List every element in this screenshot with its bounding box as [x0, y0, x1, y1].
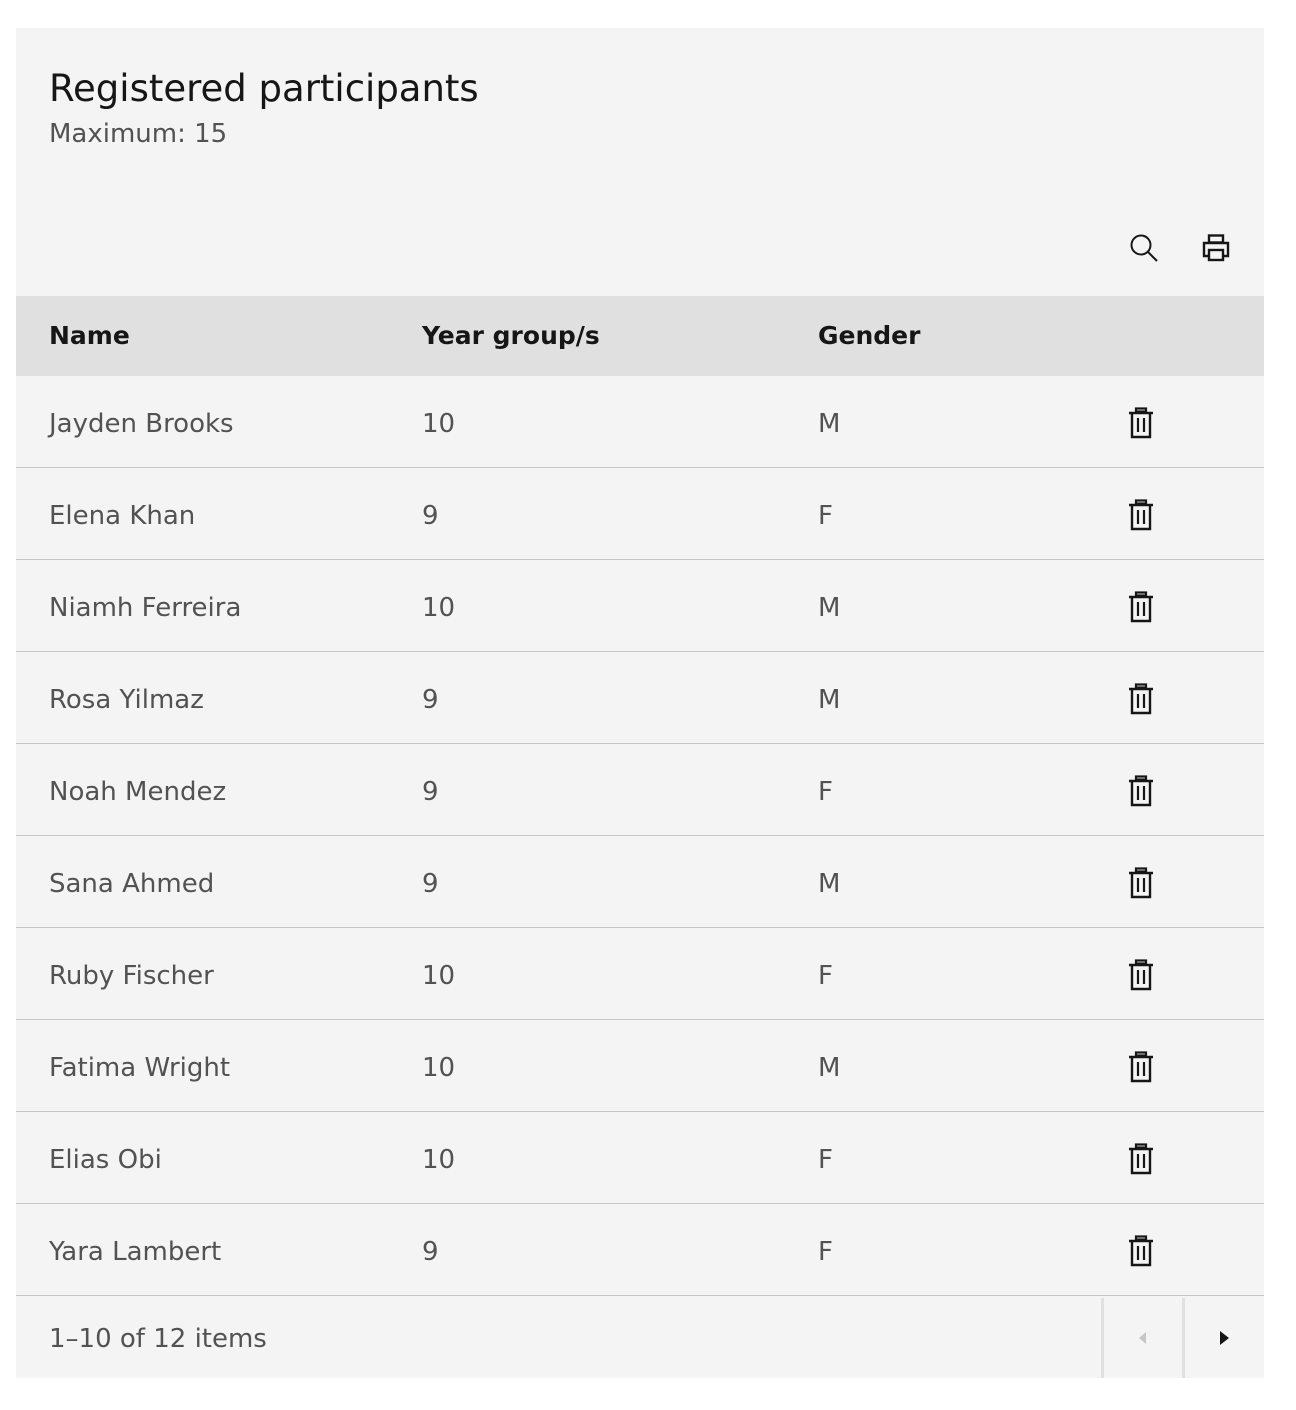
print-button[interactable] [1192, 224, 1240, 272]
cell-year-group: 9 [422, 501, 439, 531]
table-row [16, 744, 1264, 836]
participants-table [16, 296, 1264, 1296]
trash-can-icon [1127, 1235, 1155, 1267]
trash-can-icon [1127, 959, 1155, 991]
pagination-summary: 1–10 of 12 items [49, 1324, 267, 1354]
cell-year-group: 9 [422, 685, 439, 715]
printer-icon [1200, 232, 1232, 264]
table-body [16, 376, 1264, 1296]
trash-can-icon [1127, 1051, 1155, 1083]
trash-can-icon [1127, 683, 1155, 715]
next-page-button[interactable] [1182, 1298, 1262, 1378]
cell-year-group: 9 [422, 869, 439, 899]
cell-name: Elena Khan [49, 501, 196, 531]
trash-can-icon [1127, 407, 1155, 439]
table-row [16, 652, 1264, 744]
cell-gender: M [818, 1053, 841, 1083]
cell-gender: M [818, 685, 841, 715]
cell-year-group: 10 [422, 1145, 456, 1175]
delete-row-button[interactable] [1120, 400, 1162, 446]
page-title: Registered participants [49, 67, 479, 110]
cell-name: Fatima Wright [49, 1053, 231, 1083]
trash-can-icon [1127, 1143, 1155, 1175]
cell-gender: M [818, 409, 841, 439]
previous-page-button[interactable] [1101, 1298, 1181, 1378]
trash-can-icon [1127, 775, 1155, 807]
table-row [16, 836, 1264, 928]
delete-row-button[interactable] [1120, 768, 1162, 814]
cell-name: Yara Lambert [49, 1237, 222, 1267]
cell-name: Rosa Yilmaz [49, 685, 204, 715]
delete-row-button[interactable] [1120, 584, 1162, 630]
delete-row-button[interactable] [1120, 952, 1162, 998]
cell-gender: F [818, 1237, 833, 1267]
table-header-row [16, 296, 1264, 376]
cell-gender: M [818, 869, 841, 899]
trash-can-icon [1127, 591, 1155, 623]
cell-name: Ruby Fischer [49, 961, 214, 991]
table-row [16, 1112, 1264, 1204]
cell-year-group: 10 [422, 409, 456, 439]
table-row [16, 1020, 1264, 1112]
pagination-bar [16, 1298, 1264, 1378]
cell-year-group: 10 [422, 593, 456, 623]
search-button[interactable] [1120, 224, 1168, 272]
delete-row-button[interactable] [1120, 1044, 1162, 1090]
participants-table-container [16, 28, 1264, 1378]
cell-name: Noah Mendez [49, 777, 227, 807]
cell-name: Niamh Ferreira [49, 593, 242, 623]
column-header-year-group[interactable]: Year group/s [422, 321, 600, 350]
maximum-subtitle: Maximum: 15 [49, 119, 228, 149]
trash-can-icon [1127, 499, 1155, 531]
cell-year-group: 10 [422, 1053, 456, 1083]
table-row [16, 1204, 1264, 1296]
table-row [16, 376, 1264, 468]
delete-row-button[interactable] [1120, 1136, 1162, 1182]
table-row [16, 468, 1264, 560]
cell-gender: M [818, 593, 841, 623]
delete-row-button[interactable] [1120, 676, 1162, 722]
table-row [16, 928, 1264, 1020]
cell-gender: F [818, 1145, 833, 1175]
table-header-section [16, 28, 1264, 296]
trash-can-icon [1127, 867, 1155, 899]
cell-gender: F [818, 501, 833, 531]
cell-name: Elias Obi [49, 1145, 162, 1175]
cell-year-group: 9 [422, 1237, 439, 1267]
cell-gender: F [818, 777, 833, 807]
cell-year-group: 10 [422, 961, 456, 991]
delete-row-button[interactable] [1120, 860, 1162, 906]
cell-gender: F [818, 961, 833, 991]
caret-right-icon [1216, 1330, 1232, 1346]
caret-left-icon [1135, 1330, 1151, 1346]
delete-row-button[interactable] [1120, 492, 1162, 538]
search-icon [1128, 232, 1160, 264]
column-header-gender[interactable]: Gender [818, 321, 921, 350]
cell-name: Sana Ahmed [49, 869, 215, 899]
cell-name: Jayden Brooks [49, 409, 234, 439]
cell-year-group: 9 [422, 777, 439, 807]
delete-row-button[interactable] [1120, 1228, 1162, 1274]
column-header-name[interactable]: Name [49, 321, 130, 350]
table-row [16, 560, 1264, 652]
